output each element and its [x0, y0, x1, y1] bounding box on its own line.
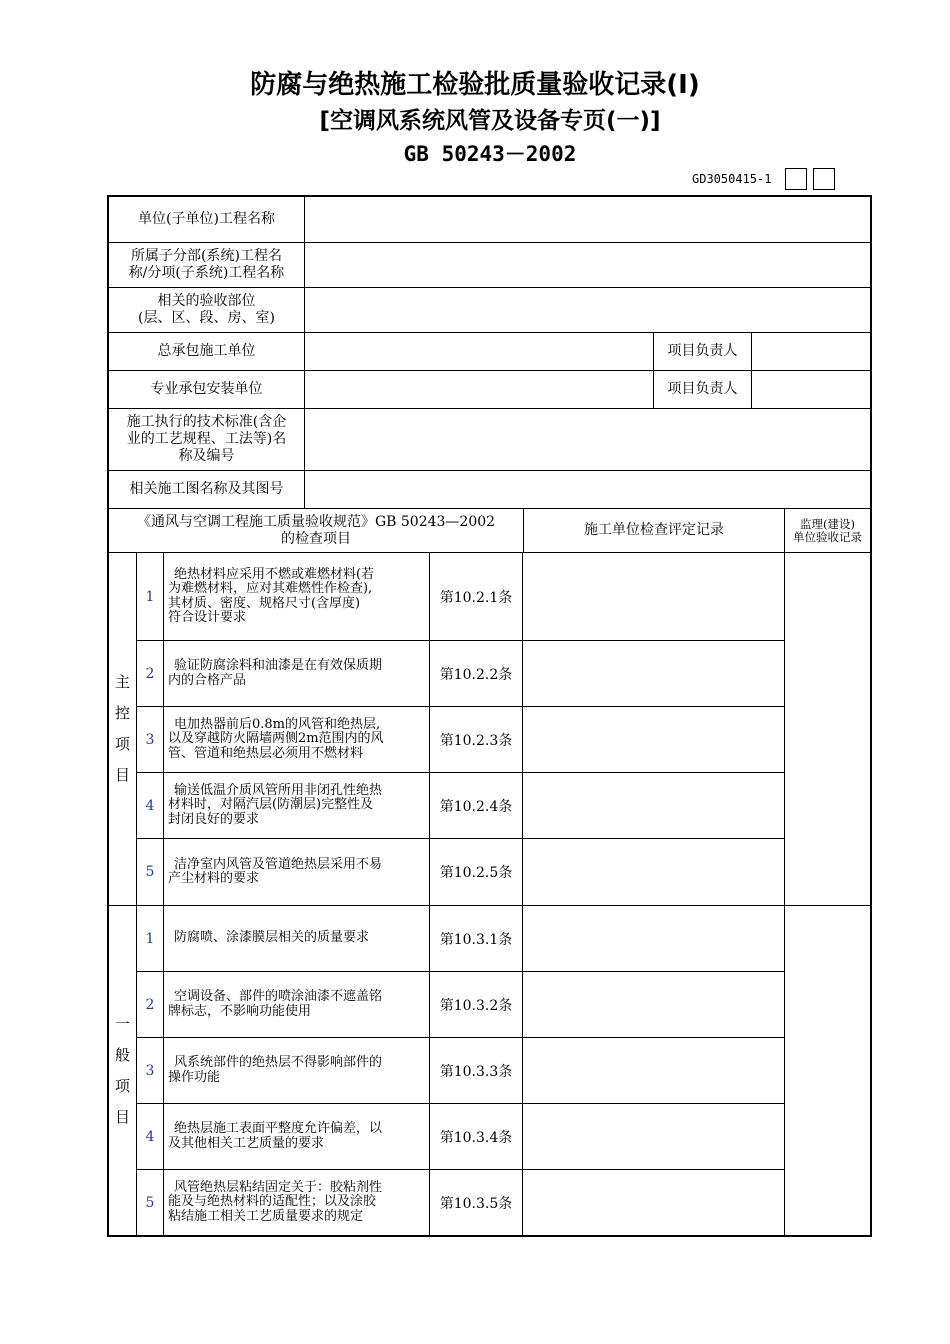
desc-line: 洁净室内风管及管道绝热层采用不易 [173, 856, 382, 872]
item-clause: 第10.2.5条 [430, 839, 524, 905]
item-clause: 第10.3.3条 [430, 1038, 524, 1103]
row-specialty-contractor [109, 371, 870, 409]
table-row [137, 773, 784, 839]
desc-line: 空调设备、部件的喷涂油漆不遮盖铭 [173, 989, 382, 1004]
field-location[interactable] [305, 288, 870, 332]
item-description [164, 906, 430, 971]
header-construction-record: 施工单位检查评定记录 [524, 509, 785, 552]
construction-record-cell[interactable] [523, 906, 784, 971]
section-general [109, 906, 870, 1235]
desc-line: 以及穿越防火隔墙两侧2m范围内的风 [167, 731, 384, 747]
label-specialty-contractor: 专业承包安装单位 [109, 371, 305, 408]
field-specialty-contractor[interactable] [305, 371, 654, 408]
header-supervision-record [785, 509, 870, 552]
side-char: 目 [114, 766, 130, 784]
header-spec-items [109, 509, 524, 552]
desc-line: 风系统部件的绝热层不得影响部件的 [173, 1055, 382, 1070]
label-project-manager: 项目负责人 [654, 333, 752, 370]
construction-record-cell[interactable] [523, 839, 784, 905]
desc-line: 防腐喷、涂漆膜层相关的质量要求 [173, 930, 369, 946]
item-clause: 第10.3.5条 [430, 1170, 524, 1235]
item-number: 3 [137, 1038, 164, 1103]
form-code: GD3050415-1 [692, 172, 772, 186]
section-label-general [109, 906, 137, 1235]
desc-line: 验证防腐涂料和油漆是在有效保质期 [173, 658, 382, 673]
item-description [164, 553, 430, 640]
row-sub-project [109, 243, 870, 288]
desc-line: 及其他相关工艺质量的要求 [167, 1135, 324, 1151]
row-check-header [109, 509, 870, 553]
main-control-items [137, 553, 785, 905]
desc-line: 电加热器前后0.8m的风管和绝热层, [173, 716, 381, 732]
row-tech-standard [109, 409, 870, 471]
header-supervision-line2: 单位验收记录 [793, 529, 862, 544]
item-clause: 第10.2.1条 [430, 553, 524, 640]
label-tech-standard-line3: 称及编号 [178, 448, 235, 464]
table-row [137, 553, 784, 641]
desc-line: 为难燃材料，应对其难燃性作检查), [167, 581, 373, 596]
item-clause: 第10.2.4条 [430, 773, 524, 838]
desc-line: 能及与绝热材料的适配性；以及涂胶 [167, 1194, 376, 1210]
item-number: 4 [137, 1104, 164, 1169]
table-row [137, 641, 784, 707]
side-char: 项 [114, 1076, 130, 1095]
desc-line: 绝热层施工表面平整度允许偏差，以 [173, 1121, 382, 1136]
general-items [137, 906, 785, 1235]
item-description [164, 707, 430, 772]
item-clause: 第10.3.2条 [430, 972, 524, 1037]
table-row [137, 906, 784, 972]
desc-line: 封闭良好的要求 [167, 811, 259, 827]
form-subtitle: [空调风系统风管及设备专页(一)] [319, 108, 661, 134]
label-sub-project-line1: 所属子分部(系统)工程名 [131, 248, 282, 264]
header-supervision-line1: 监理(建设) [800, 516, 855, 531]
field-project-manager[interactable] [752, 333, 870, 370]
header-spec-line2: 的检查项目 [281, 530, 351, 547]
inspection-form [107, 195, 872, 1237]
table-row [137, 707, 784, 773]
desc-line: 材料时，对隔汽层(防潮层)完整性及 [167, 797, 374, 813]
construction-record-cell[interactable] [523, 1170, 784, 1235]
desc-line: 内的合格产品 [167, 672, 246, 688]
label-general-contractor: 总承包施工单位 [109, 333, 305, 370]
desc-line: 产尘材料的要求 [167, 871, 259, 886]
item-description [164, 1170, 430, 1235]
label-tech-standard [109, 409, 305, 470]
construction-record-cell[interactable] [523, 1038, 784, 1103]
item-number: 5 [137, 839, 164, 905]
item-number: 2 [137, 641, 164, 706]
desc-line: 绝热材料应采用不燃或难燃材料(若 [173, 566, 375, 582]
item-description [164, 1038, 430, 1103]
item-description [164, 641, 430, 706]
side-char: 主 [114, 673, 130, 691]
desc-line: 管、管道和绝热层必须用不燃材料 [167, 745, 363, 761]
field-sub-project[interactable] [305, 243, 870, 287]
label-location-line1: 相关的验收部位 [157, 293, 256, 309]
table-row [137, 1038, 784, 1104]
table-row [137, 1104, 784, 1170]
label-location [109, 288, 305, 332]
label-project-manager-2: 项目负责人 [654, 371, 752, 408]
label-drawings: 相关施工图名称及其图号 [109, 471, 305, 508]
item-clause: 第10.2.2条 [430, 641, 524, 706]
desc-line: 符合设计要求 [167, 610, 246, 625]
code-box-2[interactable] [813, 168, 835, 190]
construction-record-cell[interactable] [523, 707, 784, 772]
construction-record-cell[interactable] [523, 972, 784, 1037]
standard-number: GB 50243－2002 [403, 142, 577, 166]
table-row [137, 839, 784, 905]
side-char: 项 [114, 735, 130, 753]
item-clause: 第10.3.4条 [430, 1104, 524, 1169]
item-number: 5 [137, 1170, 164, 1235]
supervision-record-general[interactable] [785, 906, 870, 1235]
section-main-control [109, 553, 870, 906]
side-char: 目 [114, 1107, 130, 1126]
table-row [137, 972, 784, 1038]
construction-record-cell[interactable] [523, 641, 784, 706]
field-unit-project[interactable] [305, 197, 870, 242]
label-sub-project-line2: 称/分项(子系统)工程名称 [128, 265, 285, 281]
row-drawings [109, 471, 870, 509]
label-location-line2: (层、区、段、房、室) [138, 310, 275, 326]
field-drawings[interactable] [305, 471, 870, 508]
item-number: 2 [137, 972, 164, 1037]
construction-record-cell[interactable] [523, 1104, 784, 1169]
item-number: 4 [137, 773, 164, 838]
item-number: 3 [137, 707, 164, 772]
row-location [109, 288, 870, 333]
desc-line: 操作功能 [167, 1069, 220, 1085]
header-spec-line1: 《通风与空调工程施工质量验收规范》GB 50243—2002 [136, 513, 496, 530]
desc-line: 牌标志，不影响功能使用 [167, 1003, 311, 1019]
row-unit-project [109, 197, 870, 243]
construction-record-cell[interactable] [523, 773, 784, 838]
side-char: 一 [114, 1014, 130, 1033]
item-description [164, 839, 430, 905]
side-char: 般 [114, 1045, 130, 1064]
form-title: 防腐与绝热施工检验批质量验收记录(Ⅰ) [250, 70, 700, 100]
section-label-main-control [109, 553, 137, 905]
row-general-contractor [109, 333, 870, 371]
label-tech-standard-line2: 业的工艺规程、工法等)名 [126, 431, 287, 447]
item-number: 1 [137, 553, 164, 640]
table-row [137, 1170, 784, 1235]
side-char: 控 [114, 704, 130, 722]
item-clause: 第10.3.1条 [430, 906, 524, 971]
label-tech-standard-line1: 施工执行的技术标准(含企 [126, 414, 287, 430]
construction-record-cell[interactable] [523, 553, 784, 640]
code-box-1[interactable] [785, 168, 807, 190]
desc-line: 粘结施工相关工艺质量要求的规定 [167, 1208, 363, 1224]
item-description [164, 1104, 430, 1169]
supervision-record-main-control[interactable] [785, 553, 870, 905]
field-general-contractor[interactable] [305, 333, 654, 370]
label-unit-project: 单位(子单位)工程名称 [109, 197, 305, 242]
item-description [164, 972, 430, 1037]
desc-line: 其材质、密度、规格尺寸(含厚度) [167, 595, 361, 611]
item-description [164, 773, 430, 838]
desc-line: 风管绝热层粘结固定关于：胶粘剂性 [173, 1179, 382, 1195]
item-number: 1 [137, 906, 164, 971]
field-tech-standard[interactable] [305, 409, 870, 470]
desc-line: 输送低温介质风管所用非闭孔性绝热 [173, 782, 382, 798]
label-sub-project [109, 243, 305, 287]
field-project-manager-2[interactable] [752, 371, 870, 408]
item-clause: 第10.2.3条 [430, 707, 524, 772]
